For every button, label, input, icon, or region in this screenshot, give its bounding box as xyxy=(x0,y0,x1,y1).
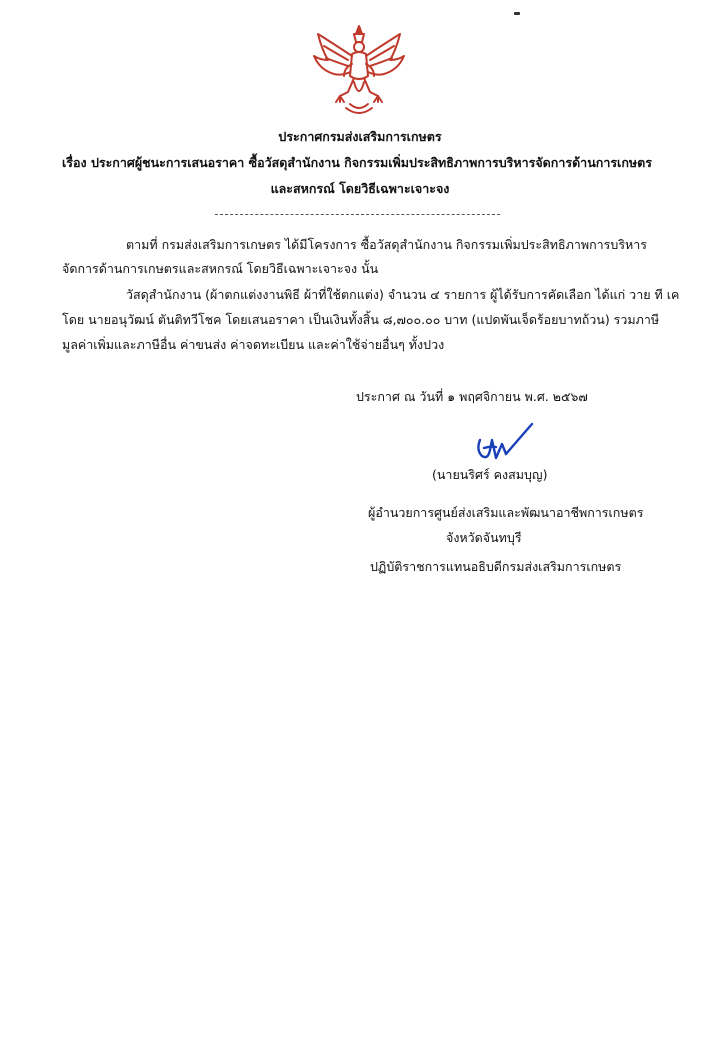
signatory-position-2: จังหวัดจันทบุรี xyxy=(446,530,522,545)
signatory-name: (นายนริศร์ คงสมบุญ) xyxy=(432,467,548,482)
header-divider xyxy=(215,214,500,215)
announcement-date: ประกาศ ณ วันที่ ๑ พฤศจิกายน พ.ศ. ๒๕๖๗ xyxy=(356,389,588,404)
signatory-position-3: ปฏิบัติราชการแทนอธิบดีกรมส่งเสริมการเกษตร xyxy=(370,559,622,574)
para2-line-1: วัสดุสำนักงาน (ผ้าตกแต่งงานพิธี ผ้าที่ใช้ตกแต่ง) จำนวน ๔ รายการ ผู้ได้รับการคัดเลือก ได้แก่ วาย ที เค xyxy=(126,287,680,302)
scan-mark xyxy=(514,12,520,15)
signature-icon xyxy=(470,420,540,468)
para2-line-2: โดย นายอนุวัฒน์ ตันติทวีโชค โดยเสนอราคา เป็นเงินทั้งสิ้น ๘,๗๐๐.๐๐ บาท (แปดพันเจ็ดร้อยบาทถ้วน) รวมภาษี xyxy=(62,312,660,327)
subject-line-1: เรื่อง ประกาศผู้ชนะการเสนอราคา ซื้อวัสดุสำนักงาน กิจกรรมเพิ่มประสิทธิภาพการบริหารจัดการด้านการเกษตร xyxy=(62,155,652,170)
subject-line-2: และสหกรณ์ โดยวิธีเฉพาะเจาะจง xyxy=(270,181,450,196)
agency-title: ประกาศกรมส่งเสริมการเกษตร xyxy=(278,129,442,144)
garuda-emblem-icon xyxy=(304,20,414,120)
signatory-position-1: ผู้อำนวยการศูนย์ส่งเสริมและพัฒนาอาชีพการเกษตร xyxy=(368,505,644,520)
para1-line-2: จัดการด้านการเกษตรและสหกรณ์ โดยวิธีเฉพาะเจาะจง นั้น xyxy=(62,261,379,276)
para1-line-1: ตามที่ กรมส่งเสริมการเกษตร ได้มีโครงการ ซื้อวัสดุสำนักงาน กิจกรรมเพิ่มประสิทธิภาพการบริหาร xyxy=(126,237,648,252)
para2-line-3: มูลค่าเพิ่มและภาษีอื่น ค่าขนส่ง ค่าจดทะเบียน และค่าใช้จ่ายอื่นๆ ทั้งปวง xyxy=(62,337,445,352)
